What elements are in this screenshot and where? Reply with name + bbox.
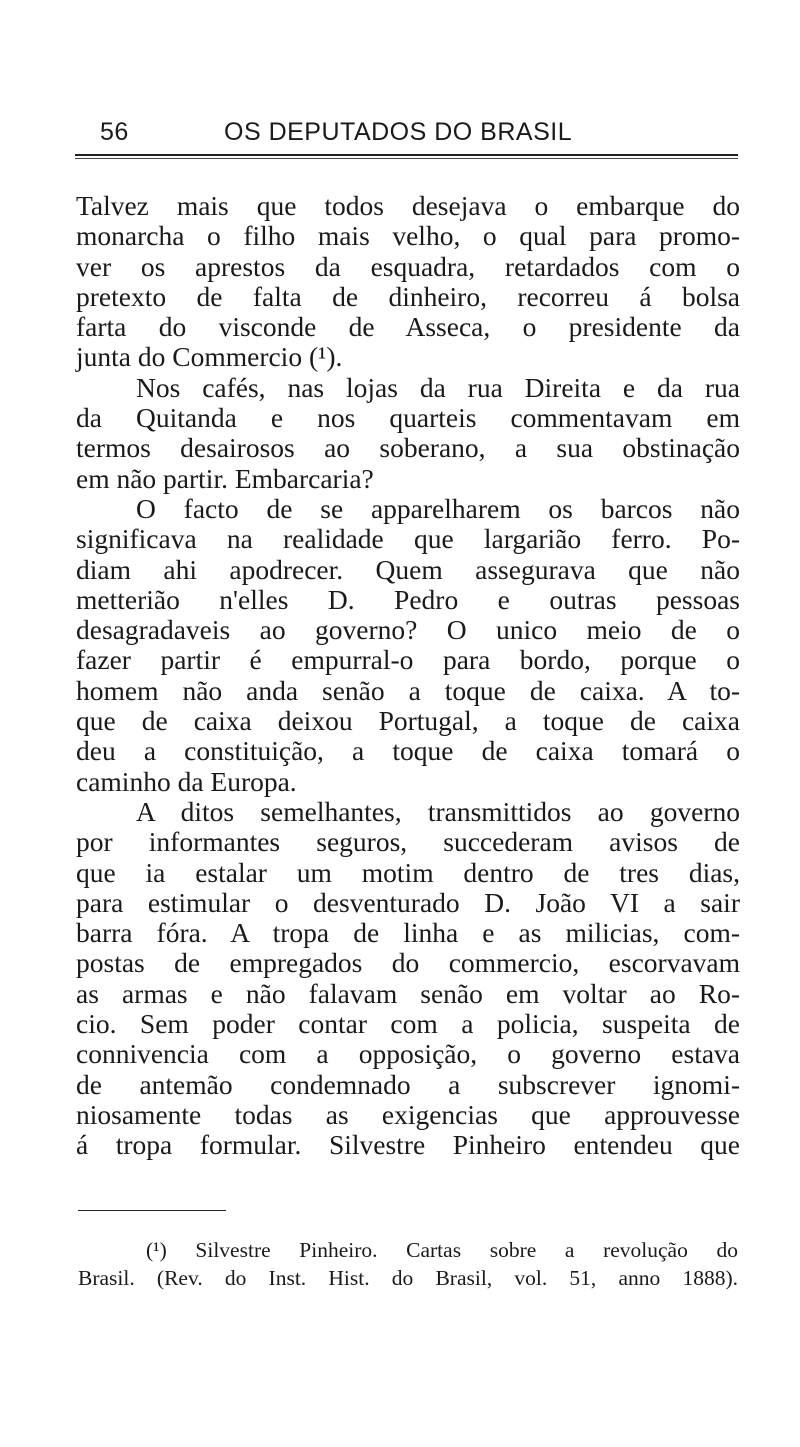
text-line: termos desairosos ao soberano, a sua obstinação <box>76 432 740 464</box>
text-line: para estimular o desventurado D. João VI a sair <box>76 886 740 918</box>
text-line: barra fóra. A tropa de linha e as milicias, com- <box>76 917 740 949</box>
text-line: O facto de se apparelharem os barcos não <box>136 492 740 524</box>
text-line: connivencia com a opposição, o governo estava <box>76 1038 740 1070</box>
running-header <box>100 118 573 148</box>
text-line: desagradaveis ao governo? O unico meio de o <box>76 614 740 646</box>
text-line: monarcha o filho mais velho, o qual para promo- <box>76 220 740 252</box>
text-line: diam ahi apodrecer. Quem assegurava que não <box>76 553 740 585</box>
text-line: de antemão condemnado a subscrever ignomi- <box>76 1068 740 1100</box>
text-line: postas de empregados do commercio, escorvavam <box>76 947 740 979</box>
text-line: metterião n'elles D. Pedro e outras pessoas <box>76 583 740 615</box>
footnote-line: (¹) Silvestre Pinheiro. Cartas sobre a revolução do <box>146 1238 738 1262</box>
text-line: ver os aprestos da esquadra, retardados com o <box>76 250 740 282</box>
body-text <box>76 191 740 1161</box>
text-line: pretexto de falta de dinheiro, recorreu á bolsa <box>76 280 740 312</box>
footnote-rule <box>78 1210 226 1211</box>
footnote-line: Brasil. (Rev. do Inst. Hist. do Brasil, vol. 51, anno 1888). <box>78 1266 738 1290</box>
header-rule-thin <box>75 158 738 159</box>
text-line: cio. Sem poder contar com a policia, suspeita de <box>76 1008 740 1040</box>
text-line: A ditos semelhantes, transmittidos ao governo <box>136 795 740 827</box>
text-line: farta do visconde de Asseca, o presidente da <box>76 311 740 343</box>
text-line: as armas e não falavam senão em voltar ao Ro- <box>76 977 740 1009</box>
page-number: 56 <box>100 118 129 146</box>
text-line: caminho da Europa. <box>76 765 297 797</box>
text-line: que ia estalar um motim dentro de tres dias, <box>76 856 740 888</box>
text-line: deu a constituição, a toque de caixa tomará o <box>76 735 740 767</box>
text-line: por informantes seguros, succederam avisos de <box>76 826 740 858</box>
running-title: OS DEPUTADOS DO BRASIL <box>224 118 573 146</box>
footnote <box>78 1236 738 1292</box>
text-line: homem não anda senão a toque de caixa. A to- <box>76 674 740 706</box>
text-line: da Quitanda e nos quarteis commentavam em <box>76 402 740 434</box>
text-line: significava na realidade que largarião ferro. Po- <box>76 523 740 555</box>
text-line: Talvez mais que todos desejava o embarque do <box>76 190 740 221</box>
text-line: Nos cafés, nas lojas da rua Direita e da rua <box>136 371 740 403</box>
text-line: niosamente todas as exigencias que approuvesse <box>76 1098 740 1130</box>
text-line: á tropa formular. Silvestre Pinheiro entendeu que <box>76 1129 740 1161</box>
text-line: que de caixa deixou Portugal, a toque de caixa <box>76 705 740 737</box>
text-line: junta do Commercio (¹). <box>76 341 343 373</box>
header-rule <box>75 154 738 156</box>
text-line: em não partir. Embarcaria? <box>76 462 374 494</box>
text-line: fazer partir é empurral-o para bordo, porque o <box>76 644 740 676</box>
